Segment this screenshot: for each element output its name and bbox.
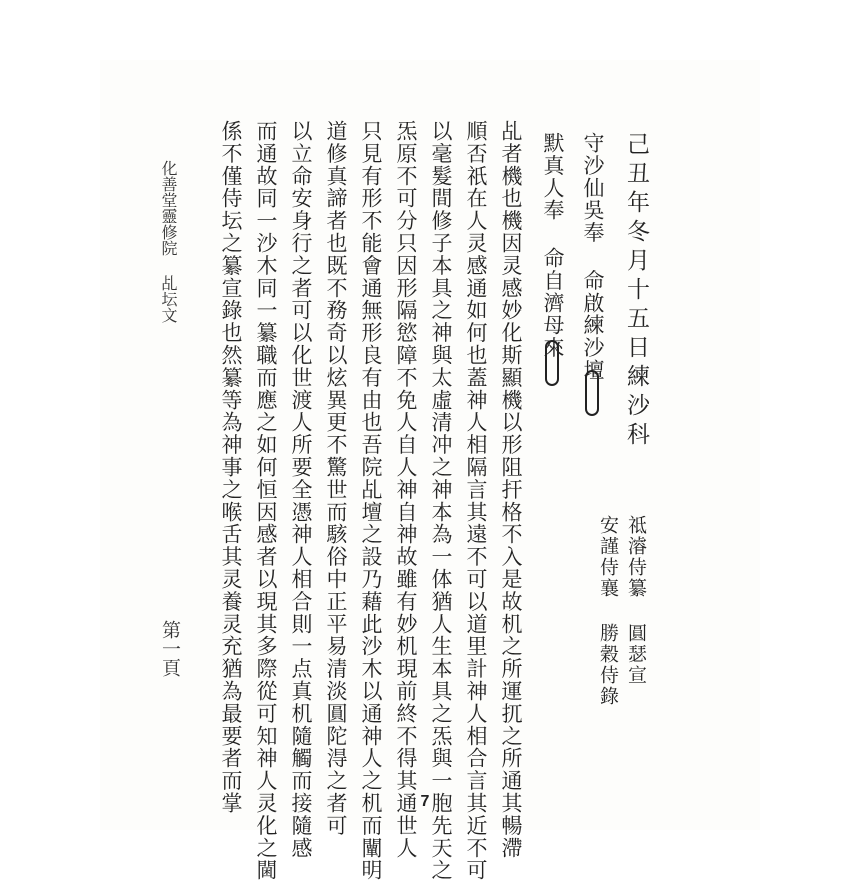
manuscript-sheet [100,60,760,882]
body-column: 乩者機也機因灵感妙化斯顯機以形阻扞格不入是故机之所運扤之所通其暢滯 [499,120,523,860]
attribution-line-2: 安謹侍襄 勝穀侍錄 [597,515,619,707]
body-column: 道修真諦者也既不務奇以炫異更不驚世而駭俗中正平易清淡圓陀淂之者可 [324,120,348,837]
body-column: 係不僅侍坛之纂宣錄也然纂等為神事之喉舌其灵養灵充猶為最要者而掌 [219,120,243,815]
attribution-line-1: 祗濬侍纂 圓瑟宣 [625,515,647,686]
invocation-line-2: 默真人奉 命自濟母來 [541,132,565,359]
body-column: 而通故同一沙木同一纂職而應之如何恒因感者以現其多際從可知神人灵化之閫 [254,120,278,882]
body-column: 只見有形不能會通無形良有由也吾院乩壇之設乃藉此沙木以通神人之机而闡明 [359,120,383,882]
invocation-line-1: 守沙仙吳奉 命啟練沙壇 [581,132,605,382]
bracket-mark [585,370,599,416]
title-line: 己丑年冬月十五日練沙科 [623,132,649,451]
page-number: 7 [420,793,430,810]
margin-note: 化善堂靈修院 乩坛文 [159,160,178,323]
body-column: 以毫髮間修子本具之神與太虛清冲之神本為一体猶人生本具之炁與一胞先天之 [429,120,453,882]
body-column: 以立命安身行之者可以化世渡人所要全憑神人相合則一点真机隨觸而接隨感 [289,120,313,860]
body-column: 炁原不可分只因形隔慾障不免人自人神自神故雖有妙机現前終不得其通世人 [394,120,418,860]
bracket-mark [545,340,559,386]
body-column: 順否祇在人灵感通如何也蓋神人相隔言其遠不可以道里計神人相合言其近不可 [464,120,488,882]
folio-label: 第一頁 [159,620,181,677]
